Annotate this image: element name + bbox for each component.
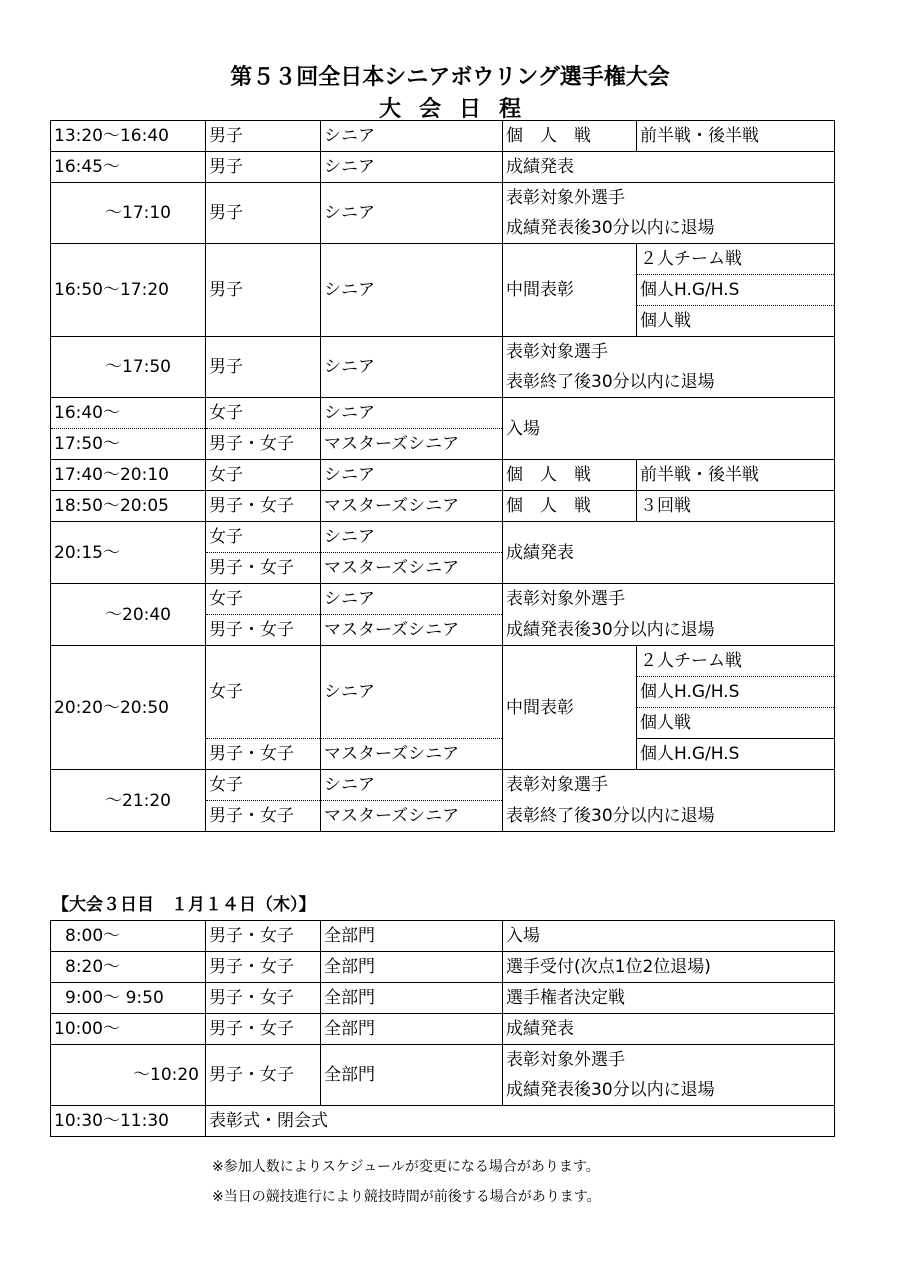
gender-cell: 男子・女子 — [206, 615, 321, 646]
division-cell: マスターズシニア — [321, 553, 503, 584]
division-cell: 全部門 — [321, 983, 503, 1014]
division-cell: シニア — [321, 460, 503, 491]
event-cell: 入場 — [503, 921, 835, 952]
table-row — [51, 770, 835, 801]
table-row — [51, 183, 835, 214]
gender-cell: 男子・女子 — [206, 739, 321, 770]
detail-cell: 個人H.G/H.S — [637, 677, 835, 708]
division-cell: 全部門 — [321, 921, 503, 952]
day3-schedule-table — [50, 920, 835, 1137]
event-cell: 入場 — [503, 398, 835, 460]
detail-cell: ２人チーム戦 — [637, 646, 835, 677]
page-title: 第５３回全日本シニアボウリング選手権大会 — [230, 65, 670, 90]
detail-cell: 個人H.G/H.S — [637, 275, 835, 306]
table-row — [51, 1045, 835, 1076]
schedule-table — [50, 120, 835, 832]
gender-cell: 女子 — [206, 398, 321, 429]
division-cell: シニア — [321, 337, 503, 398]
time-cell: 16:40〜 — [51, 398, 206, 429]
gender-cell: 女子 — [206, 522, 321, 553]
time-cell: 18:50〜20:05 — [51, 491, 206, 522]
time-cell: 20:15〜 — [51, 522, 206, 584]
event-cell: 成績発表 — [503, 522, 835, 584]
event-cell: 中間表彰 — [503, 244, 637, 337]
time-cell: 8:00〜 — [51, 921, 206, 952]
gender-cell: 男子 — [206, 121, 321, 152]
table-row — [51, 921, 835, 952]
gender-cell: 男子 — [206, 152, 321, 183]
page-subtitle: 大会日程 — [378, 97, 539, 122]
note-line: 成績発表後30分以内に退場 — [503, 615, 835, 646]
note-line: 表彰対象選手 — [503, 770, 835, 801]
table-row — [51, 584, 835, 615]
detail-cell: 前半戦・後半戦 — [637, 121, 835, 152]
time-cell: 13:20〜16:40 — [51, 121, 206, 152]
table-row — [51, 1106, 835, 1137]
note-line: 成績発表後30分以内に退場 — [503, 1075, 835, 1106]
time-cell: 〜17:50 — [51, 337, 206, 398]
detail-cell: ２人チーム戦 — [637, 244, 835, 275]
note-line: 表彰対象選手 — [503, 337, 835, 368]
division-cell: マスターズシニア — [321, 491, 503, 522]
gender-cell: 男子・女子 — [206, 491, 321, 522]
gender-cell: 男子・女子 — [206, 952, 321, 983]
time-cell: 10:00〜 — [51, 1014, 206, 1045]
division-cell: シニア — [321, 646, 503, 739]
time-cell: 〜20:40 — [51, 584, 206, 646]
division-cell: 全部門 — [321, 1045, 503, 1106]
time-cell: 10:30〜11:30 — [51, 1106, 206, 1137]
division-cell: シニア — [321, 121, 503, 152]
gender-cell: 男子・女子 — [206, 801, 321, 832]
division-cell: シニア — [321, 398, 503, 429]
gender-cell: 男子 — [206, 337, 321, 398]
note-line: 表彰対象外選手 — [503, 183, 835, 214]
note-text: ※参加人数によりスケジュールが変更になる場合があります。 — [212, 1159, 600, 1175]
note-line: 成績発表後30分以内に退場 — [503, 213, 835, 244]
detail-cell: 個人戦 — [637, 306, 835, 337]
event-cell: 成績発表 — [503, 1014, 835, 1045]
time-cell: 9:00〜 9:50 — [51, 983, 206, 1014]
table-row — [51, 952, 835, 983]
time-cell: 〜10:20 — [51, 1045, 206, 1106]
event-cell: 中間表彰 — [503, 646, 637, 770]
day3-heading: 【大会３日目 １月１４日（木）】 — [52, 895, 316, 915]
event-cell: 選手権者決定戦 — [503, 983, 835, 1014]
gender-cell: 女子 — [206, 646, 321, 739]
table-row — [51, 398, 835, 429]
note-line: 表彰終了後30分以内に退場 — [503, 801, 835, 832]
detail-cell: ３回戦 — [637, 491, 835, 522]
event-cell: 個 人 戦 — [503, 460, 637, 491]
note-line: 表彰対象外選手 — [503, 584, 835, 615]
gender-cell: 男子・女子 — [206, 553, 321, 584]
time-cell: 16:50〜17:20 — [51, 244, 206, 337]
division-cell: マスターズシニア — [321, 429, 503, 460]
division-cell: 全部門 — [321, 952, 503, 983]
division-cell: シニア — [321, 522, 503, 553]
division-cell: 全部門 — [321, 1014, 503, 1045]
gender-cell: 女子 — [206, 584, 321, 615]
table-row — [51, 244, 835, 275]
time-cell: 17:50〜 — [51, 429, 206, 460]
gender-cell: 男子・女子 — [206, 921, 321, 952]
division-cell: シニア — [321, 584, 503, 615]
event-cell: 個 人 戦 — [503, 491, 637, 522]
time-cell: 17:40〜20:10 — [51, 460, 206, 491]
gender-cell: 男子・女子 — [206, 983, 321, 1014]
detail-cell: 個人戦 — [637, 708, 835, 739]
time-cell: 〜17:10 — [51, 183, 206, 244]
division-cell: シニア — [321, 244, 503, 337]
table-row — [51, 983, 835, 1014]
table-row — [51, 491, 835, 522]
table-row — [51, 460, 835, 491]
table-row — [51, 646, 835, 677]
gender-cell: 女子 — [206, 460, 321, 491]
event-cell: 表彰式・閉会式 — [206, 1106, 835, 1137]
note-line: 表彰終了後30分以内に退場 — [503, 367, 835, 398]
table-row — [51, 337, 835, 368]
table-row — [51, 1014, 835, 1045]
gender-cell: 男子・女子 — [206, 1014, 321, 1045]
gender-cell: 女子 — [206, 770, 321, 801]
time-cell: 20:20〜20:50 — [51, 646, 206, 770]
gender-cell: 男子 — [206, 183, 321, 244]
table-row — [51, 522, 835, 553]
gender-cell: 男子・女子 — [206, 1045, 321, 1106]
division-cell: マスターズシニア — [321, 801, 503, 832]
event-cell: 選手受付(次点1位2位退場) — [503, 952, 835, 983]
table-row — [51, 152, 835, 183]
gender-cell: 男子・女子 — [206, 429, 321, 460]
note-line: 表彰対象外選手 — [503, 1045, 835, 1076]
detail-cell: 個人H.G/H.S — [637, 739, 835, 770]
time-cell: 8:20〜 — [51, 952, 206, 983]
division-cell: シニア — [321, 183, 503, 244]
gender-cell: 男子 — [206, 244, 321, 337]
time-cell: 16:45〜 — [51, 152, 206, 183]
event-cell: 個 人 戦 — [503, 121, 637, 152]
note-text: ※当日の競技進行により競技時間が前後する場合があります。 — [212, 1189, 601, 1205]
division-cell: シニア — [321, 770, 503, 801]
event-cell: 成績発表 — [503, 152, 835, 183]
division-cell: マスターズシニア — [321, 615, 503, 646]
division-cell: マスターズシニア — [321, 739, 503, 770]
table-row — [51, 121, 835, 152]
detail-cell: 前半戦・後半戦 — [637, 460, 835, 491]
time-cell: 〜21:20 — [51, 770, 206, 832]
division-cell: シニア — [321, 152, 503, 183]
